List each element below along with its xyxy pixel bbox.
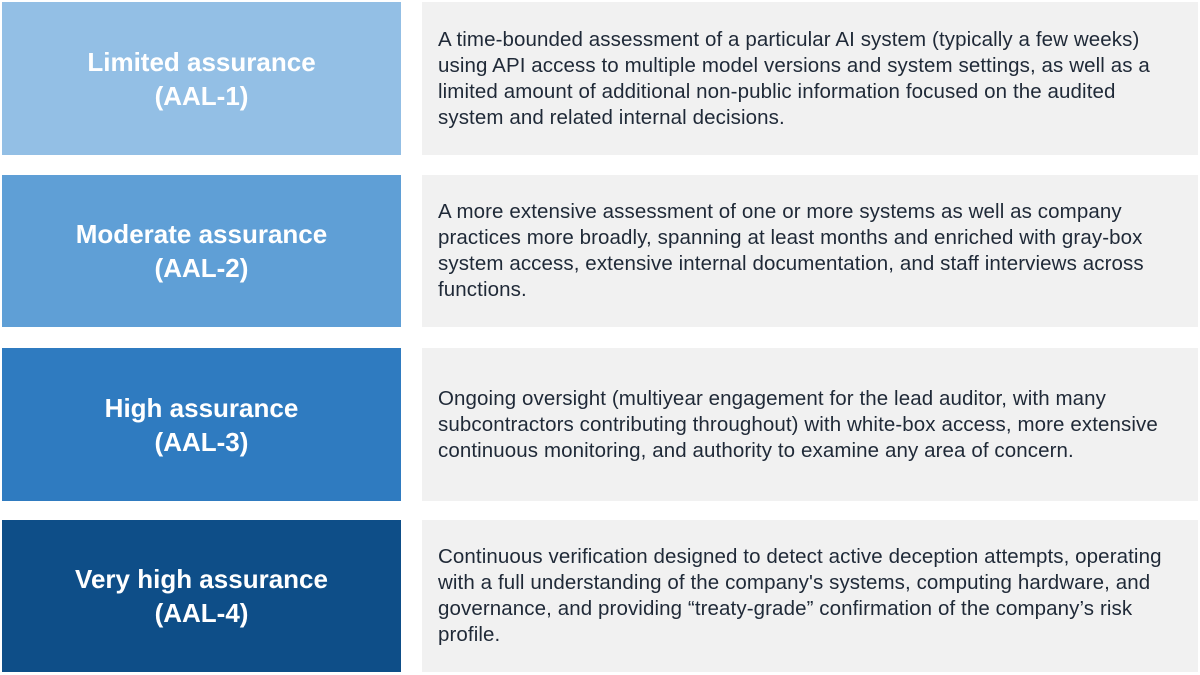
assurance-level-row-aal-3	[2, 348, 1198, 501]
assurance-level-row-aal-4	[2, 520, 1198, 672]
level-description: A more extensive assessment of one or more systems as well as company practices more broadly, spanning at least months and enriched with gray-box system access, extensive internal documentation, and staff interviews across functions.	[438, 200, 1144, 301]
assurance-level-row-aal-2	[2, 175, 1198, 327]
level-code: (AAL-3)	[154, 426, 249, 457]
level-name: High assurance	[104, 392, 299, 423]
assurance-level-row-aal-1	[2, 2, 1198, 155]
level-description: Continuous verification designed to detect active deception attempts, operating with a full understanding of the company's systems, computing hardware, and governance, and providing “treaty-grade” confirmation of the company’s risk profile.	[438, 545, 1162, 646]
level-description-box-aal-2	[422, 175, 1198, 327]
level-label-box-aal-1	[2, 2, 401, 155]
level-description: Ongoing oversight (multiyear engagement for the lead auditor, with many subcontractors contributing throughout) with white-box access, more extensive continuous monitoring, and authority to examine any area of concern.	[438, 386, 1158, 462]
level-label-box-aal-4	[2, 520, 401, 672]
level-name: Limited assurance	[87, 46, 316, 77]
level-code: (AAL-2)	[154, 253, 249, 283]
level-label-box-aal-3	[2, 348, 401, 501]
level-description-box-aal-3	[422, 348, 1198, 501]
level-name: Very high assurance	[75, 564, 328, 594]
level-description-box-aal-1	[422, 2, 1198, 155]
level-name: Moderate assurance	[75, 219, 328, 249]
level-description-box-aal-4	[422, 520, 1198, 672]
level-description: A time-bounded assessment of a particular AI system (typically a few weeks) using API access to multiple model versions and system settings, as well as a limited amount of additional non-public information focused on the audited system and related internal decisions.	[438, 27, 1150, 129]
level-label-box-aal-2	[2, 175, 401, 327]
level-code: (AAL-1)	[154, 80, 249, 111]
level-code: (AAL-4)	[154, 598, 249, 628]
